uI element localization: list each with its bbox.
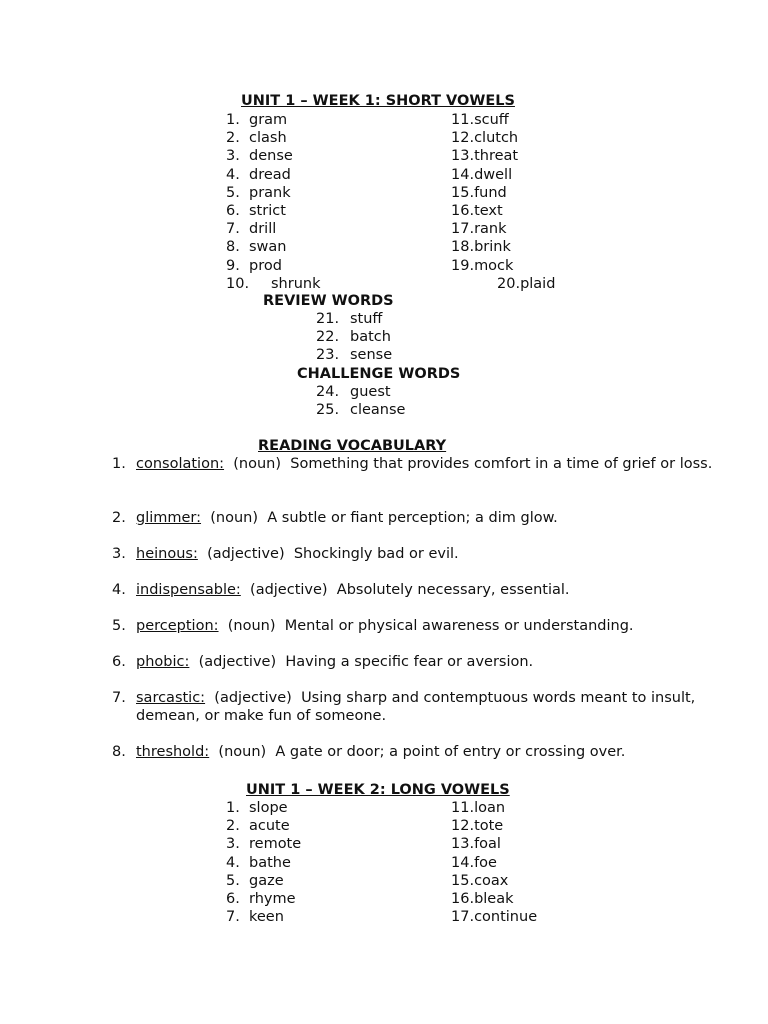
word: prank bbox=[249, 184, 291, 201]
word-row bbox=[451, 817, 537, 835]
vocab-item bbox=[112, 581, 716, 599]
week2-left-list bbox=[226, 799, 301, 926]
week1-right-list bbox=[451, 111, 555, 293]
word-row bbox=[226, 184, 320, 202]
word: gaze bbox=[249, 872, 284, 889]
word-row bbox=[226, 238, 320, 256]
word-row bbox=[451, 129, 555, 147]
word-row bbox=[451, 835, 537, 853]
word: remote bbox=[249, 836, 302, 853]
word-row bbox=[451, 147, 555, 165]
word-number: 15. bbox=[451, 184, 475, 201]
challenge-words-heading: CHALLENGE WORDS bbox=[297, 366, 461, 382]
word-number: 1. bbox=[226, 112, 240, 128]
word-number: 20. bbox=[497, 275, 521, 292]
vocab-number: 3. bbox=[112, 546, 126, 562]
word: threat bbox=[474, 148, 519, 165]
vocab-number: 5. bbox=[112, 618, 126, 634]
word-number: 13. bbox=[451, 148, 475, 165]
word-row bbox=[316, 401, 405, 419]
word-row bbox=[226, 275, 320, 293]
vocab-item bbox=[112, 617, 716, 635]
word-row bbox=[226, 166, 320, 184]
word: scuff bbox=[474, 112, 509, 128]
word-number: 19. bbox=[451, 257, 475, 274]
vocab-definition: Having a specific fear or aversion. bbox=[285, 654, 534, 670]
word-number: 17. bbox=[451, 909, 475, 926]
word: prod bbox=[249, 257, 282, 274]
word-number: 13. bbox=[451, 836, 475, 853]
vocab-part-of-speech: (adjective) bbox=[250, 582, 328, 598]
challenge-words-list bbox=[316, 383, 405, 419]
word: clash bbox=[249, 130, 287, 147]
vocab-term: sarcastic: bbox=[136, 690, 206, 706]
word-row bbox=[451, 111, 555, 129]
word-row bbox=[451, 799, 537, 817]
vocab-part-of-speech: (adjective) bbox=[198, 654, 277, 670]
vocab-term: phobic: bbox=[136, 654, 190, 670]
word-number: 12. bbox=[451, 130, 475, 147]
word-number: 25. bbox=[316, 402, 340, 419]
word-row bbox=[451, 184, 555, 202]
word-number: 14. bbox=[451, 166, 475, 183]
word-row bbox=[316, 328, 392, 346]
word-row bbox=[226, 854, 301, 872]
word: text bbox=[474, 202, 503, 219]
word: batch bbox=[350, 329, 391, 346]
word-row bbox=[226, 202, 320, 220]
word: shrunk bbox=[271, 275, 321, 292]
vocab-definition: Something that provides comfort in a time of grief or loss. bbox=[290, 456, 713, 472]
vocab-term: consolation: bbox=[136, 456, 225, 472]
word-row bbox=[316, 346, 392, 364]
word-number: 2. bbox=[226, 130, 240, 147]
word-row bbox=[226, 147, 320, 165]
word: coax bbox=[474, 872, 509, 889]
word-row bbox=[451, 890, 537, 908]
vocab-part-of-speech: (adjective) bbox=[207, 546, 285, 562]
word-row bbox=[226, 257, 320, 275]
word-row bbox=[226, 799, 301, 817]
vocab-number: 1. bbox=[112, 456, 126, 472]
week2-right-list bbox=[451, 799, 537, 926]
week1-heading: UNIT 1 – WEEK 1: SHORT VOWELS bbox=[241, 93, 515, 109]
word: bleak bbox=[474, 890, 514, 907]
word-number: 8. bbox=[226, 239, 240, 256]
word-row bbox=[451, 220, 555, 238]
review-words-list bbox=[316, 310, 392, 365]
word: plaid bbox=[520, 275, 556, 292]
word-row bbox=[226, 129, 320, 147]
word-row bbox=[451, 908, 537, 926]
word-number: 18. bbox=[451, 239, 475, 256]
word-number: 23. bbox=[316, 347, 340, 364]
word: sense bbox=[350, 347, 393, 364]
vocab-part-of-speech: (noun) bbox=[210, 510, 259, 526]
word: bathe bbox=[249, 854, 291, 871]
vocab-number: 2. bbox=[112, 510, 126, 526]
word: clutch bbox=[474, 130, 519, 147]
word-number: 24. bbox=[316, 384, 340, 400]
word-row bbox=[226, 872, 301, 890]
word-row bbox=[226, 835, 301, 853]
word-number: 10. bbox=[226, 275, 250, 292]
word-number: 17. bbox=[451, 221, 475, 238]
vocab-part-of-speech: (noun) bbox=[227, 618, 276, 634]
vocab-part-of-speech: (noun) bbox=[233, 456, 282, 472]
word-number: 15. bbox=[451, 872, 475, 889]
word: drill bbox=[249, 221, 277, 238]
word-row bbox=[226, 890, 301, 908]
word-number: 3. bbox=[226, 836, 240, 853]
word: swan bbox=[249, 239, 287, 256]
word: dense bbox=[249, 148, 293, 165]
vocab-part-of-speech: (adjective) bbox=[214, 690, 292, 706]
word: keen bbox=[249, 909, 284, 926]
word-number: 5. bbox=[226, 184, 240, 201]
word-number: 6. bbox=[226, 890, 240, 907]
word-number: 1. bbox=[226, 800, 240, 816]
word-row bbox=[226, 111, 320, 129]
vocab-definition: Shockingly bad or evil. bbox=[293, 546, 459, 562]
reading-vocabulary-heading: READING VOCABULARY bbox=[258, 438, 447, 454]
word-row bbox=[226, 817, 301, 835]
word-number: 7. bbox=[226, 909, 240, 926]
vocab-item bbox=[112, 455, 716, 473]
vocab-number: 6. bbox=[112, 654, 126, 670]
word-row bbox=[316, 383, 405, 401]
word-number: 6. bbox=[226, 202, 240, 219]
vocab-item bbox=[112, 509, 716, 527]
word-number: 11. bbox=[451, 112, 475, 128]
vocab-item bbox=[112, 545, 716, 563]
word-number: 7. bbox=[226, 221, 240, 238]
word: acute bbox=[249, 818, 290, 835]
vocab-part-of-speech: (noun) bbox=[218, 744, 267, 760]
word-row bbox=[451, 872, 537, 890]
word: stuff bbox=[350, 311, 383, 327]
word: cleanse bbox=[350, 402, 406, 419]
word-number: 9. bbox=[226, 257, 240, 274]
vocab-definition: Using sharp and contemptuous words meant to insult, demean, or make fun of someone. bbox=[136, 690, 696, 725]
word: strict bbox=[249, 202, 286, 219]
word-row bbox=[451, 202, 555, 220]
word-number: 22. bbox=[316, 329, 340, 346]
word-row bbox=[451, 257, 555, 275]
word: foe bbox=[474, 854, 497, 871]
vocab-definition: Mental or physical awareness or understanding. bbox=[284, 618, 634, 634]
vocab-item bbox=[112, 653, 716, 671]
word: mock bbox=[474, 257, 514, 274]
word: foal bbox=[474, 836, 501, 853]
word-number: 21. bbox=[316, 311, 340, 327]
word-number: 16. bbox=[451, 202, 475, 219]
vocab-item bbox=[112, 689, 716, 725]
word-row bbox=[226, 220, 320, 238]
vocab-term: threshold: bbox=[136, 744, 210, 760]
word: fund bbox=[474, 184, 507, 201]
word-row bbox=[451, 166, 555, 184]
word-row bbox=[226, 908, 301, 926]
word: tote bbox=[474, 818, 504, 835]
vocab-definition: Absolutely necessary, essential. bbox=[336, 582, 570, 598]
word-number: 3. bbox=[226, 148, 240, 165]
vocab-term: glimmer: bbox=[136, 510, 202, 526]
word-number: 2. bbox=[226, 818, 240, 835]
word: loan bbox=[474, 800, 506, 816]
word-row bbox=[451, 238, 555, 256]
word: continue bbox=[474, 909, 538, 926]
word-number: 11. bbox=[451, 800, 475, 816]
word-row bbox=[451, 275, 555, 293]
word-number: 5. bbox=[226, 872, 240, 889]
word-number: 16. bbox=[451, 890, 475, 907]
vocab-term: heinous: bbox=[136, 546, 198, 562]
vocab-term: indispensable: bbox=[136, 582, 241, 598]
vocab-number: 8. bbox=[112, 744, 126, 760]
word: brink bbox=[474, 239, 511, 256]
week2-heading: UNIT 1 – WEEK 2: LONG VOWELS bbox=[246, 782, 510, 798]
word: rhyme bbox=[249, 890, 296, 907]
word: rank bbox=[474, 221, 507, 238]
vocab-number: 4. bbox=[112, 582, 126, 598]
vocab-definition: A subtle or fiant perception; a dim glow. bbox=[267, 510, 558, 526]
word: dread bbox=[249, 166, 291, 183]
word-number: 14. bbox=[451, 854, 475, 871]
word: gram bbox=[249, 112, 288, 128]
word: dwell bbox=[474, 166, 513, 183]
word-row bbox=[316, 310, 392, 328]
vocab-item bbox=[112, 743, 716, 761]
word: slope bbox=[249, 800, 288, 816]
word-number: 12. bbox=[451, 818, 475, 835]
vocab-number: 7. bbox=[112, 690, 126, 706]
week1-left-list bbox=[226, 111, 320, 293]
vocab-term: perception: bbox=[136, 618, 219, 634]
vocab-definition: A gate or door; a point of entry or crossing over. bbox=[275, 744, 626, 760]
review-words-heading: REVIEW WORDS bbox=[263, 293, 394, 309]
word-row bbox=[451, 854, 537, 872]
word-number: 4. bbox=[226, 166, 240, 183]
word: guest bbox=[350, 384, 391, 400]
word-number: 4. bbox=[226, 854, 240, 871]
